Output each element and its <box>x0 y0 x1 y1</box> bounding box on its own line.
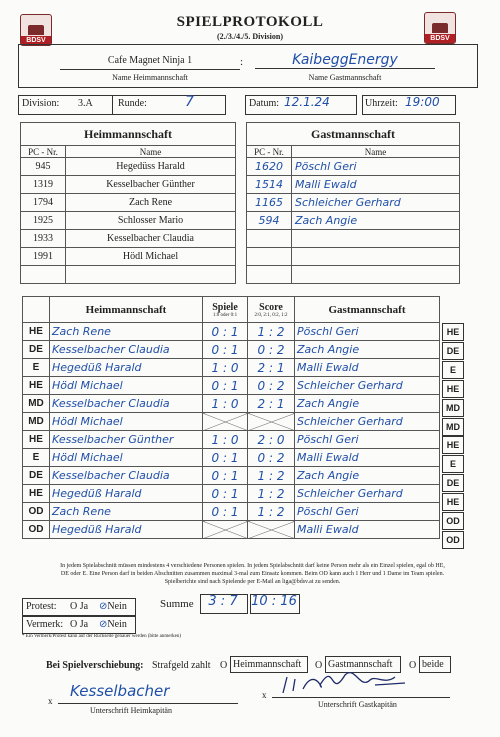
games-header-label: Spiele <box>212 301 238 313</box>
match-home-player: Kesselbacher Claudia <box>50 341 203 359</box>
match-games: 0 : 1 <box>203 485 248 503</box>
match-type-right: HE <box>442 493 464 511</box>
rules-text: In jedem Spielabschnitt müssen mindestens 4 verschiedene Personen spielen. In jedem Spielabschnitt darf keine Person mehr als ein Einzel spielen, egal ob HE, DE oder E. Eine Person darf in beiden Abschnitten zusammen maximal 3-mal zum Einsatz kommen. Beim OD kann auch 1 Herr und 1 Dame im Team spielen. Spielberichte sind nach Spielende per E-Mail an liga@bdsv.at zu senden. <box>60 563 445 585</box>
roster-row <box>21 230 236 248</box>
match-score <box>248 521 295 539</box>
roster-name: Schlosser Mario <box>66 212 236 230</box>
match-home-player: Kesselbacher Claudia <box>50 467 203 485</box>
vermerk-ja-option[interactable]: O Ja <box>70 619 89 630</box>
roster-name <box>292 248 460 266</box>
postpone-away-label: Gastmannschaft <box>328 659 393 670</box>
score-header-label: Score <box>259 301 283 313</box>
pc-header: PC - Nr. <box>21 146 66 158</box>
roster-row <box>247 194 460 212</box>
home-sig-label: Unterschrift Heimkapitän <box>90 706 172 715</box>
match-type-right: MD <box>442 399 464 417</box>
date-label: Datum: <box>249 98 279 109</box>
match-type: DE <box>23 467 50 485</box>
match-score: 1 : 2 <box>248 467 295 485</box>
match-home-player: Hödl Michael <box>50 377 203 395</box>
match-home-player: Hödl Michael <box>50 449 203 467</box>
match-away-player: Pöschl Geri <box>295 323 440 341</box>
sig-line-home <box>58 703 238 704</box>
check-mark-icon: ⊘ <box>99 601 108 612</box>
page-subtitle: (2./3./4./5. Division) <box>216 32 283 41</box>
roster-pc: 1165 <box>247 194 292 212</box>
match-row <box>23 503 440 521</box>
match-home-player: Zach Rene <box>50 323 203 341</box>
roster-row <box>21 212 236 230</box>
match-type: HE <box>23 485 50 503</box>
vermerk-label: Vermerk: <box>26 619 64 630</box>
match-row <box>23 467 440 485</box>
match-type-right: MD <box>442 418 464 436</box>
away-signature <box>275 655 435 700</box>
roster-row <box>21 194 236 212</box>
match-table <box>22 296 440 539</box>
roster-name: Kesselbacher Günther <box>66 176 236 194</box>
roster-name: Zach Rene <box>66 194 236 212</box>
name-header: Name <box>66 146 236 158</box>
match-away-player: Schleicher Gerhard <box>295 485 440 503</box>
match-score: 0 : 2 <box>248 449 295 467</box>
pc-header: PC - Nr. <box>247 146 292 158</box>
roster-name <box>292 266 460 284</box>
protest-ja-option[interactable]: O Ja <box>70 601 89 612</box>
match-type: E <box>23 359 50 377</box>
sig-x-away: x <box>262 690 267 700</box>
summe-score-value: 10 : 16 <box>251 594 297 609</box>
protest-label: Protest: <box>26 601 57 612</box>
match-row <box>23 431 440 449</box>
match-games: 1 : 0 <box>203 431 248 449</box>
match-row <box>23 485 440 503</box>
time-label: Uhrzeit: <box>365 98 398 109</box>
match-score <box>248 413 295 431</box>
match-away-player: Malli Ewald <box>295 359 440 377</box>
postpone-label: Bei Spielverschiebung: <box>46 660 144 671</box>
roster-pc <box>21 266 66 284</box>
roster-row <box>21 248 236 266</box>
protest-nein-label: Nein <box>107 601 127 612</box>
match-home-player: Hegedüß Harald <box>50 521 203 539</box>
check-mark-icon: ⊘ <box>99 619 108 630</box>
roster-pc <box>247 230 292 248</box>
roster-name: Kesselbacher Claudia <box>66 230 236 248</box>
roster-row <box>21 176 236 194</box>
home-header: Heimmannschaft <box>50 297 203 323</box>
away-team-label: Name Gastmannschaft <box>308 73 382 82</box>
summe-games-value: 3 : 7 <box>208 594 238 609</box>
match-games: 0 : 1 <box>203 341 248 359</box>
crest-icon <box>432 23 448 33</box>
postpone-radio-both[interactable]: O <box>409 660 417 671</box>
vermerk-nein-option[interactable] <box>99 619 127 630</box>
match-score: 0 : 2 <box>248 341 295 359</box>
roster-name: Schleicher Gerhard <box>292 194 460 212</box>
roster-row <box>247 230 460 248</box>
match-home-player: Kesselbacher Claudia <box>50 395 203 413</box>
roster-name: Hödl Michael <box>66 248 236 266</box>
match-score: 2 : 1 <box>248 359 295 377</box>
match-row <box>23 359 440 377</box>
roster-row <box>21 158 236 176</box>
match-score: 2 : 1 <box>248 395 295 413</box>
score-header <box>248 297 295 323</box>
roster-pc: 1319 <box>21 176 66 194</box>
match-type-right: HE <box>442 380 464 398</box>
match-type-right: E <box>442 361 464 379</box>
roster-row <box>247 266 460 284</box>
match-row <box>23 341 440 359</box>
away-team-name: KaibeggEnergy <box>255 52 435 69</box>
away-header: Gastmannschaft <box>295 297 440 323</box>
match-home-player: Hödl Michael <box>50 413 203 431</box>
roster-row <box>247 158 460 176</box>
match-row <box>23 395 440 413</box>
match-type: MD <box>23 413 50 431</box>
match-home-player: Hegedüß Harald <box>50 485 203 503</box>
match-games: 0 : 1 <box>203 449 248 467</box>
match-games: 0 : 1 <box>203 503 248 521</box>
roster-row <box>247 248 460 266</box>
summe-label: Summe <box>160 598 194 610</box>
date-value: 12.1.24 <box>284 95 330 109</box>
roster-pc: 945 <box>21 158 66 176</box>
roster-pc: 1925 <box>21 212 66 230</box>
postpone-both-label: beide <box>422 659 444 670</box>
roster-name: Pöschl Geri <box>292 158 460 176</box>
match-score: 2 : 0 <box>248 431 295 449</box>
away-roster-table <box>246 122 460 284</box>
postpone-sub: Strafgeld zahlt <box>152 660 211 671</box>
roster-row <box>247 176 460 194</box>
match-score: 1 : 2 <box>248 503 295 521</box>
match-type-right: DE <box>442 342 464 360</box>
sig-x-home: x <box>48 696 53 706</box>
match-away-player: Pöschl Geri <box>295 503 440 521</box>
roster-name <box>66 266 236 284</box>
match-games <box>203 413 248 431</box>
round-label: Runde: <box>118 98 147 109</box>
roster-name <box>292 230 460 248</box>
home-roster-title: Heimmannschaft <box>21 123 236 146</box>
match-row <box>23 323 440 341</box>
home-team-name: Cafe Magnet Ninja 1 <box>60 55 240 70</box>
round-value: 7 <box>185 94 194 110</box>
vermerk-nein-label: Nein <box>107 619 127 630</box>
match-away-player: Malli Ewald <box>295 449 440 467</box>
division-value: 3.A <box>78 98 93 109</box>
match-away-player: Malli Ewald <box>295 521 440 539</box>
match-away-player: Schleicher Gerhard <box>295 413 440 431</box>
away-roster-title: Gastmannschaft <box>247 123 460 146</box>
match-row <box>23 413 440 431</box>
home-team-label: Name Heimmannschaft <box>112 73 188 82</box>
logo-text: BDSV <box>21 36 51 45</box>
score-header-sub: 2:0, 2:1, 0:2, 1:2 <box>254 312 288 318</box>
roster-name: Zach Angie <box>292 212 460 230</box>
match-away-player: Zach Angie <box>295 395 440 413</box>
match-away-player: Zach Angie <box>295 467 440 485</box>
match-home-player: Hegedüß Harald <box>50 359 203 377</box>
name-header: Name <box>292 146 460 158</box>
bdsv-logo-left <box>20 14 52 46</box>
match-score: 0 : 2 <box>248 377 295 395</box>
match-home-player: Kesselbacher Günther <box>50 431 203 449</box>
footnote: * Ein Vermerk/Protest kann auf der Rückseite genauer werden (bitte anmerken) <box>22 634 182 639</box>
match-type-right: HE <box>442 436 464 454</box>
match-score: 1 : 2 <box>248 485 295 503</box>
match-score: 1 : 2 <box>248 323 295 341</box>
match-type: MD <box>23 395 50 413</box>
match-away-player: Zach Angie <box>295 341 440 359</box>
match-row <box>23 521 440 539</box>
page-title: SPIELPROTOKOLL <box>176 14 324 30</box>
roster-pc: 1620 <box>247 158 292 176</box>
crest-icon <box>28 25 44 35</box>
match-type-right: HE <box>442 323 464 341</box>
roster-pc: 1514 <box>247 176 292 194</box>
match-type-right: OD <box>442 531 464 549</box>
roster-row <box>247 212 460 230</box>
match-games: 1 : 0 <box>203 359 248 377</box>
postpone-radio-home[interactable]: O <box>220 660 228 671</box>
roster-pc <box>247 266 292 284</box>
match-type: HE <box>23 323 50 341</box>
match-type: HE <box>23 377 50 395</box>
match-type: OD <box>23 521 50 539</box>
roster-pc: 1933 <box>21 230 66 248</box>
roster-pc: 594 <box>247 212 292 230</box>
match-type-right: OD <box>442 512 464 530</box>
match-row <box>23 377 440 395</box>
games-header <box>203 297 248 323</box>
roster-pc: 1991 <box>21 248 66 266</box>
away-sig-label: Unterschrift Gastkapitän <box>318 700 397 709</box>
type-header <box>23 297 50 323</box>
match-games: 0 : 1 <box>203 323 248 341</box>
bdsv-logo-right <box>424 12 456 44</box>
match-row <box>23 449 440 467</box>
team-separator: : <box>240 56 244 68</box>
home-signature: Kesselbacher <box>70 682 170 700</box>
divider <box>112 95 113 114</box>
match-games <box>203 521 248 539</box>
match-home-player: Zach Rene <box>50 503 203 521</box>
match-type: OD <box>23 503 50 521</box>
match-away-player: Schleicher Gerhard <box>295 377 440 395</box>
match-type: HE <box>23 431 50 449</box>
time-value: 19:00 <box>405 95 440 109</box>
match-away-player: Pöschl Geri <box>295 431 440 449</box>
logo-text: BDSV <box>425 34 455 43</box>
postpone-radio-away[interactable]: O <box>315 660 323 671</box>
match-type-right: DE <box>442 474 464 492</box>
match-games: 0 : 1 <box>203 377 248 395</box>
roster-name: Malli Ewald <box>292 176 460 194</box>
games-header-sub: 1:0 oder 0:1 <box>212 312 238 318</box>
match-type-right: E <box>442 455 464 473</box>
match-games: 1 : 0 <box>203 395 248 413</box>
roster-pc <box>247 248 292 266</box>
match-type: E <box>23 449 50 467</box>
match-type: DE <box>23 341 50 359</box>
roster-pc: 1794 <box>21 194 66 212</box>
protest-nein-option[interactable] <box>99 601 127 612</box>
roster-name: Hegedüss Harald <box>66 158 236 176</box>
roster-row <box>21 266 236 284</box>
division-label: Division: <box>22 98 60 109</box>
home-roster-table <box>20 122 236 284</box>
postpone-home-label: Heimmannschaft <box>233 659 302 670</box>
match-games: 0 : 1 <box>203 467 248 485</box>
